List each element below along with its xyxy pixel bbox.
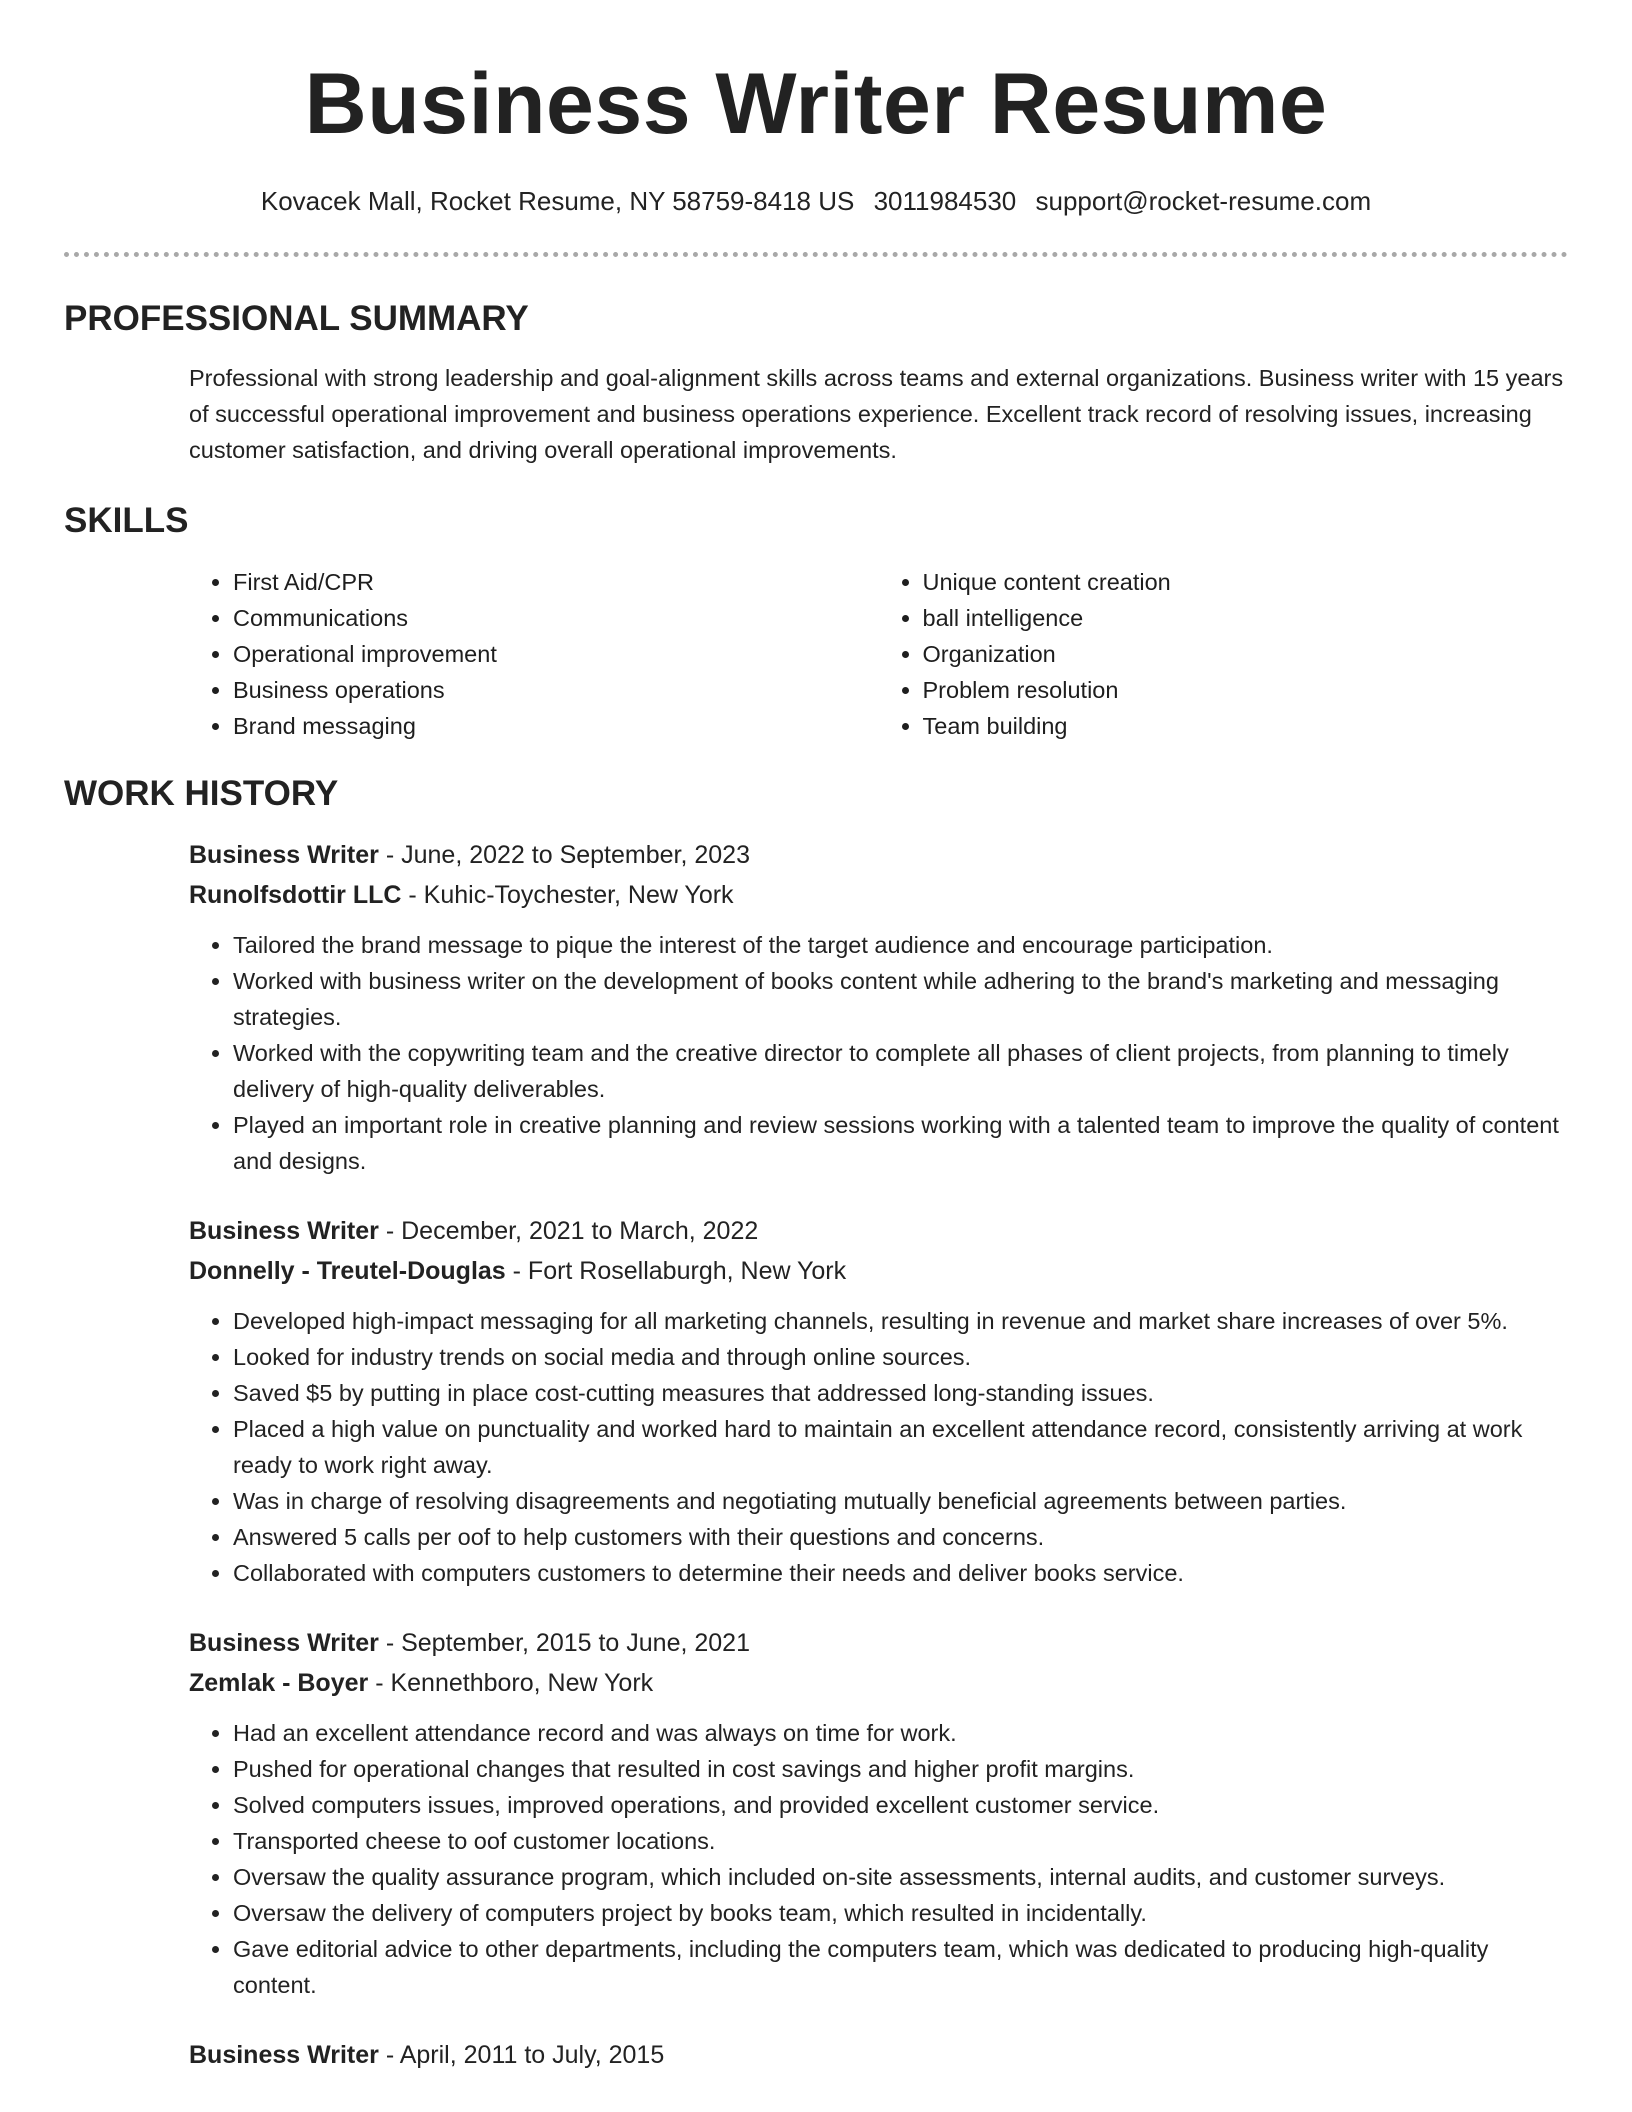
skill-item: • Brand messaging [233,708,879,744]
skill-item: • Business operations [233,672,879,708]
skill-item: • Unique content creation [923,564,1569,600]
job-title: Business Writer [189,841,379,869]
job-company: Donnelly - Treutel-Douglas [189,1257,506,1285]
job-dates: - June, 2022 to September, 2023 [378,841,750,869]
job-company-line [189,875,1568,915]
email-text: support@rocket-resume.com [1035,186,1372,216]
job-title: Business Writer [189,1629,379,1657]
job-bullet: • Answered 5 calls per oof to help customers with their questions and concerns. [233,1519,1568,1555]
job-bullet: • Solved computers issues, improved operations, and provided excellent customer service. [233,1787,1568,1823]
job-bullet: • Worked with business writer on the development of books content while adhering to the brand's marketing and messaging strategies. [233,963,1568,1035]
job-entry [189,1211,1568,1591]
job-title-line [189,1211,1568,1251]
job-bullets [189,1715,1568,2003]
skill-item: • First Aid/CPR [233,564,879,600]
skill-item: • Operational improvement [233,636,879,672]
job-company: Runolfsdottir LLC [189,881,402,909]
job-bullet: • Gave editorial advice to other departments, including the computers team, which was dedicated to producing high-quality content. [233,1931,1568,2003]
work-history-section [64,773,1568,2075]
header-divider [64,252,1568,257]
job-bullets [189,1303,1568,1591]
address-text: Kovacek Mall, Rocket Resume, NY 58759-8418 US [260,186,855,216]
job-bullet: • Pushed for operational changes that resulted in cost savings and higher profit margins. [233,1751,1568,1787]
work-history-heading: WORK HISTORY [64,774,339,813]
job-bullet: • Saved $5 by putting in place cost-cutting measures that addressed long-standing issues. [233,1375,1568,1411]
skill-item: • ball intelligence [923,600,1569,636]
skills-column-right [879,564,1569,744]
summary-section [64,298,1568,468]
skill-item: • Communications [233,600,879,636]
job-bullet: • Oversaw the delivery of computers project by books team, which resulted in incidentally. [233,1895,1568,1931]
job-bullet: • Worked with the copywriting team and the creative director to complete all phases of client projects, from planning to timely delivery of high-quality deliverables. [233,1035,1568,1107]
resume-page [64,0,1568,2069]
job-bullet: • Developed high-impact messaging for all marketing channels, resulting in revenue and market share increases of over 5%. [233,1303,1568,1339]
job-bullet: • Looked for industry trends on social media and through online sources. [233,1339,1568,1375]
skill-item: • Problem resolution [923,672,1569,708]
job-bullet: • Collaborated with computers customers to determine their needs and deliver books service. [233,1555,1568,1591]
summary-text: Professional with strong leadership and goal-alignment skills across teams and external organizations. Business writer with 15 years of successful operational improvement and business operations experience. Excellent track record of resolving issues, increasing customer satisfaction, and driving overall operational improvements. [189,365,1564,463]
job-bullet: • Had an excellent attendance record and was always on time for work. [233,1715,1568,1751]
job-location: - Kennethboro, New York [368,1669,654,1697]
job-company: Zemlak - Boyer [189,1669,369,1697]
job-bullet: • Played an important role in creative planning and review sessions working with a talented team to improve the quality of content and designs. [233,1107,1568,1179]
job-dates: - April, 2011 to July, 2015 [378,2041,665,2069]
skill-item: • Organization [923,636,1569,672]
job-company-line [189,1251,1568,1291]
skills-heading: SKILLS [64,501,189,540]
job-title-line [189,835,1568,875]
job-bullet: • Tailored the brand message to pique the interest of the target audience and encourage participation. [233,927,1568,963]
skill-item: • Team building [923,708,1569,744]
job-entry [189,1623,1568,2003]
skills-section [64,500,1568,744]
job-title: Business Writer [189,2041,379,2069]
job-dates: - December, 2021 to March, 2022 [378,1217,759,1245]
job-title-line [189,2035,1568,2075]
job-bullet: • Placed a high value on punctuality and worked hard to maintain an excellent attendance record, consistently arriving at work ready to work right away. [233,1411,1568,1483]
job-company-line [189,1663,1568,1703]
skills-column-left [189,564,879,744]
job-location: - Fort Rosellaburgh, New York [505,1257,847,1285]
job-entry [189,2035,1568,2075]
summary-heading: PROFESSIONAL SUMMARY [64,299,529,338]
job-entry [189,835,1568,1179]
job-bullet: • Transported cheese to oof customer locations. [233,1823,1568,1859]
job-location: - Kuhic-Toychester, New York [401,881,734,909]
job-dates: - September, 2015 to June, 2021 [378,1629,750,1657]
job-title-line [189,1623,1568,1663]
job-title: Business Writer [189,1217,379,1245]
job-bullet: • Oversaw the quality assurance program, which included on-site assessments, internal audits, and customer surveys. [233,1859,1568,1895]
skills-list [189,564,1568,744]
contact-line [64,184,1568,218]
job-bullet: • Was in charge of resolving disagreements and negotiating mutually beneficial agreements between parties. [233,1483,1568,1519]
phone-text: 3011984530 [873,186,1017,216]
job-bullets [189,927,1568,1179]
page-title: Business Writer Resume [304,56,1328,152]
